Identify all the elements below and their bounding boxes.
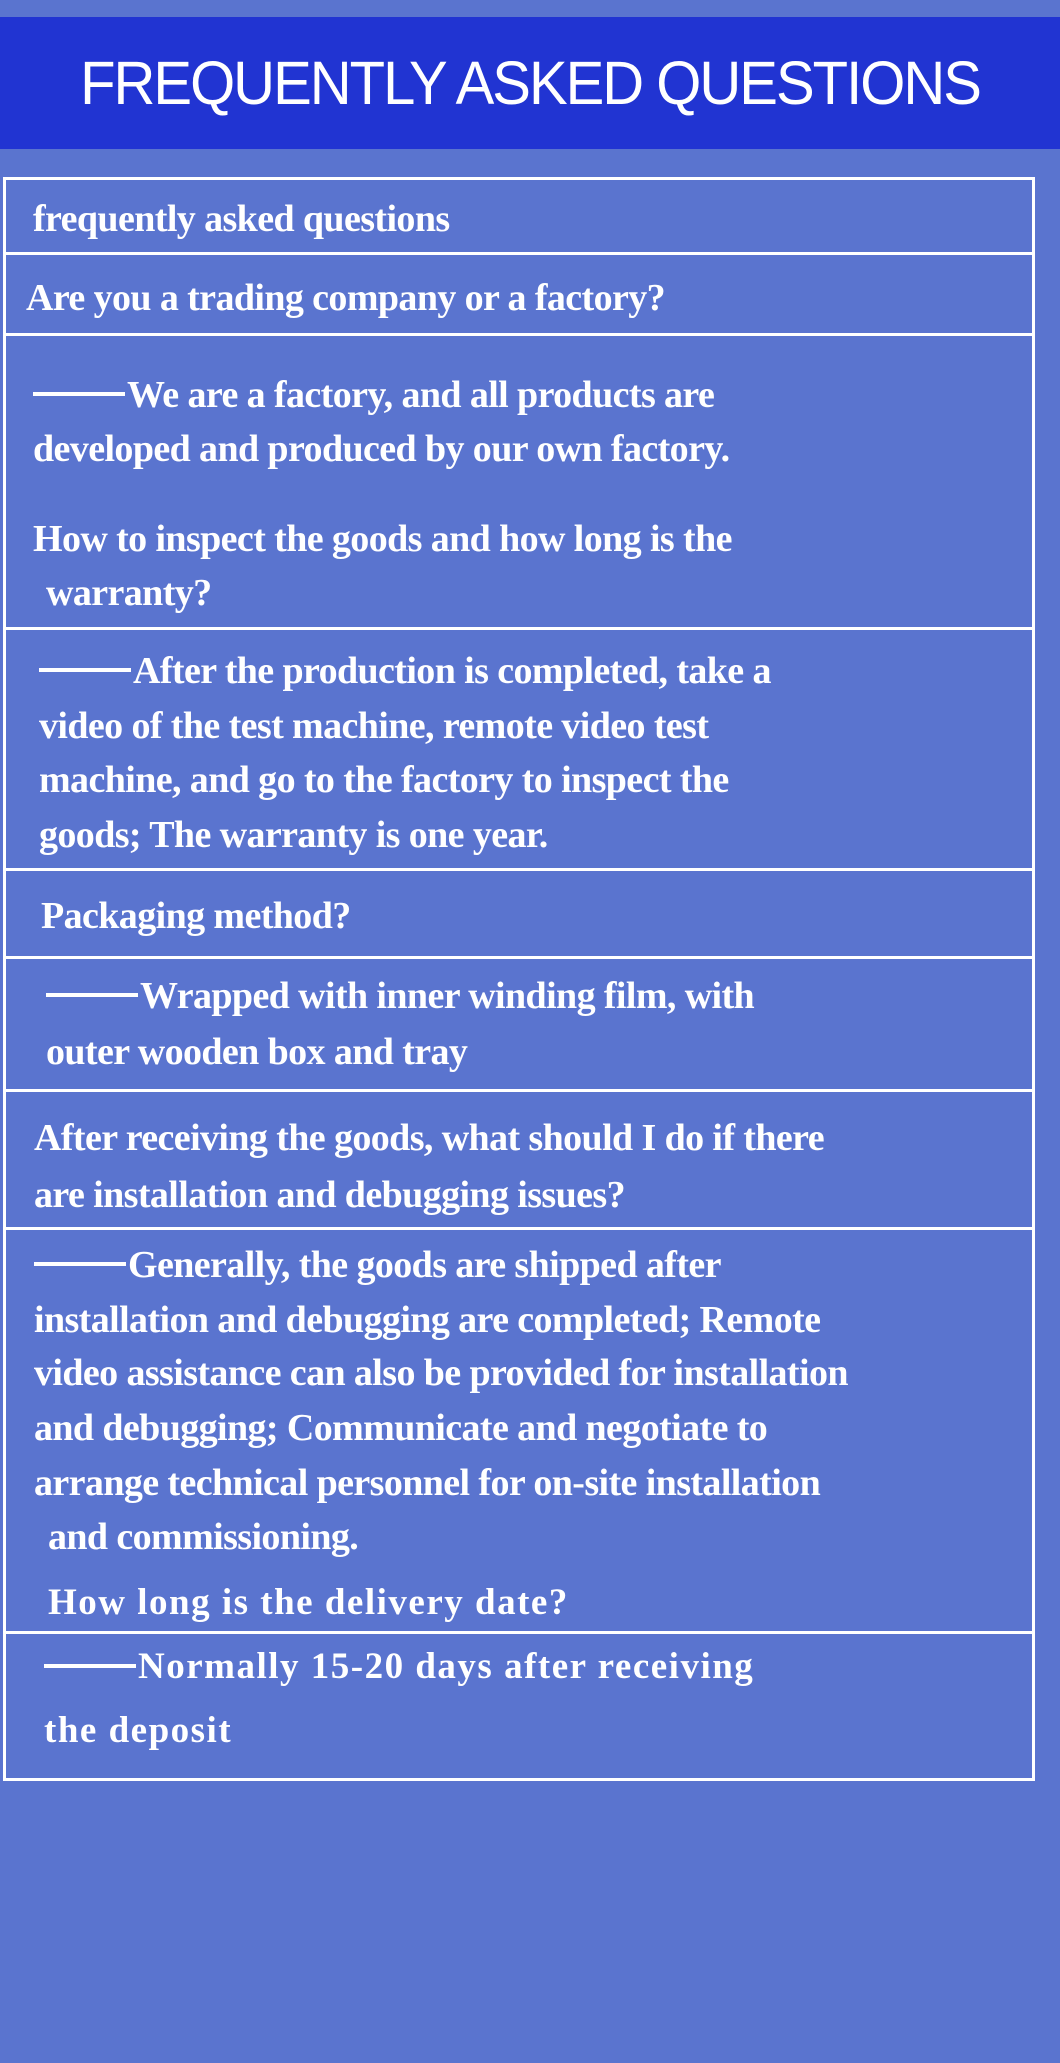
dash-icon — [34, 1262, 126, 1266]
answer-line: video of the test machine, remote video test — [39, 705, 709, 747]
answer-row — [6, 1230, 1032, 1634]
answer-row — [6, 959, 1032, 1092]
question-text: After receiving the goods, what should I do if there — [34, 1117, 825, 1159]
answer-row — [6, 630, 1032, 871]
answer-line: Normally 15-20 days after receiving — [44, 1648, 754, 1685]
question-row — [6, 255, 1032, 336]
dash-icon — [39, 668, 131, 672]
answer-line: After the production is completed, take a — [39, 652, 771, 690]
answer-line: and commissioning. — [48, 1516, 359, 1558]
dash-icon — [46, 993, 138, 997]
answer-line: Wrapped with inner winding film, with — [46, 977, 754, 1015]
faq-table — [3, 177, 1035, 1781]
faq-heading-row — [6, 180, 1032, 255]
question-text: How to inspect the goods and how long is the — [33, 518, 732, 560]
answer-line: installation and debugging are completed; Remote — [34, 1299, 821, 1341]
page-title: FREQUENTLY ASKED QUESTIONS — [80, 48, 980, 118]
dash-icon — [44, 1664, 136, 1668]
question-row — [6, 1092, 1032, 1230]
question-row — [6, 871, 1032, 959]
answer-row — [6, 1634, 1032, 1781]
answer-line: arrange technical personnel for on-site installation — [34, 1462, 821, 1504]
faq-heading: frequently asked questions — [33, 198, 450, 240]
question-text: How long is the delivery date? — [48, 1582, 569, 1623]
answer-line: the deposit — [44, 1710, 233, 1751]
answer-line: video assistance can also be provided for installation — [34, 1352, 848, 1394]
dash-icon — [33, 392, 125, 396]
question-text: Are you a trading company or a factory? — [26, 277, 666, 319]
answer-line: machine, and go to the factory to inspect the — [39, 759, 729, 801]
question-text: warranty? — [46, 572, 212, 614]
answer-line: Generally, the goods are shipped after — [34, 1246, 721, 1284]
answer-line: outer wooden box and tray — [46, 1031, 468, 1073]
question-text: are installation and debugging issues? — [34, 1174, 625, 1216]
question-text: Packaging method? — [41, 895, 351, 937]
answer-line: developed and produced by our own factory. — [33, 428, 730, 470]
answer-row — [6, 336, 1032, 630]
faq-banner — [0, 17, 1060, 149]
answer-line: goods; The warranty is one year. — [39, 814, 548, 856]
answer-line: and debugging; Communicate and negotiate to — [34, 1407, 768, 1449]
answer-line: We are a factory, and all products are — [33, 376, 714, 414]
